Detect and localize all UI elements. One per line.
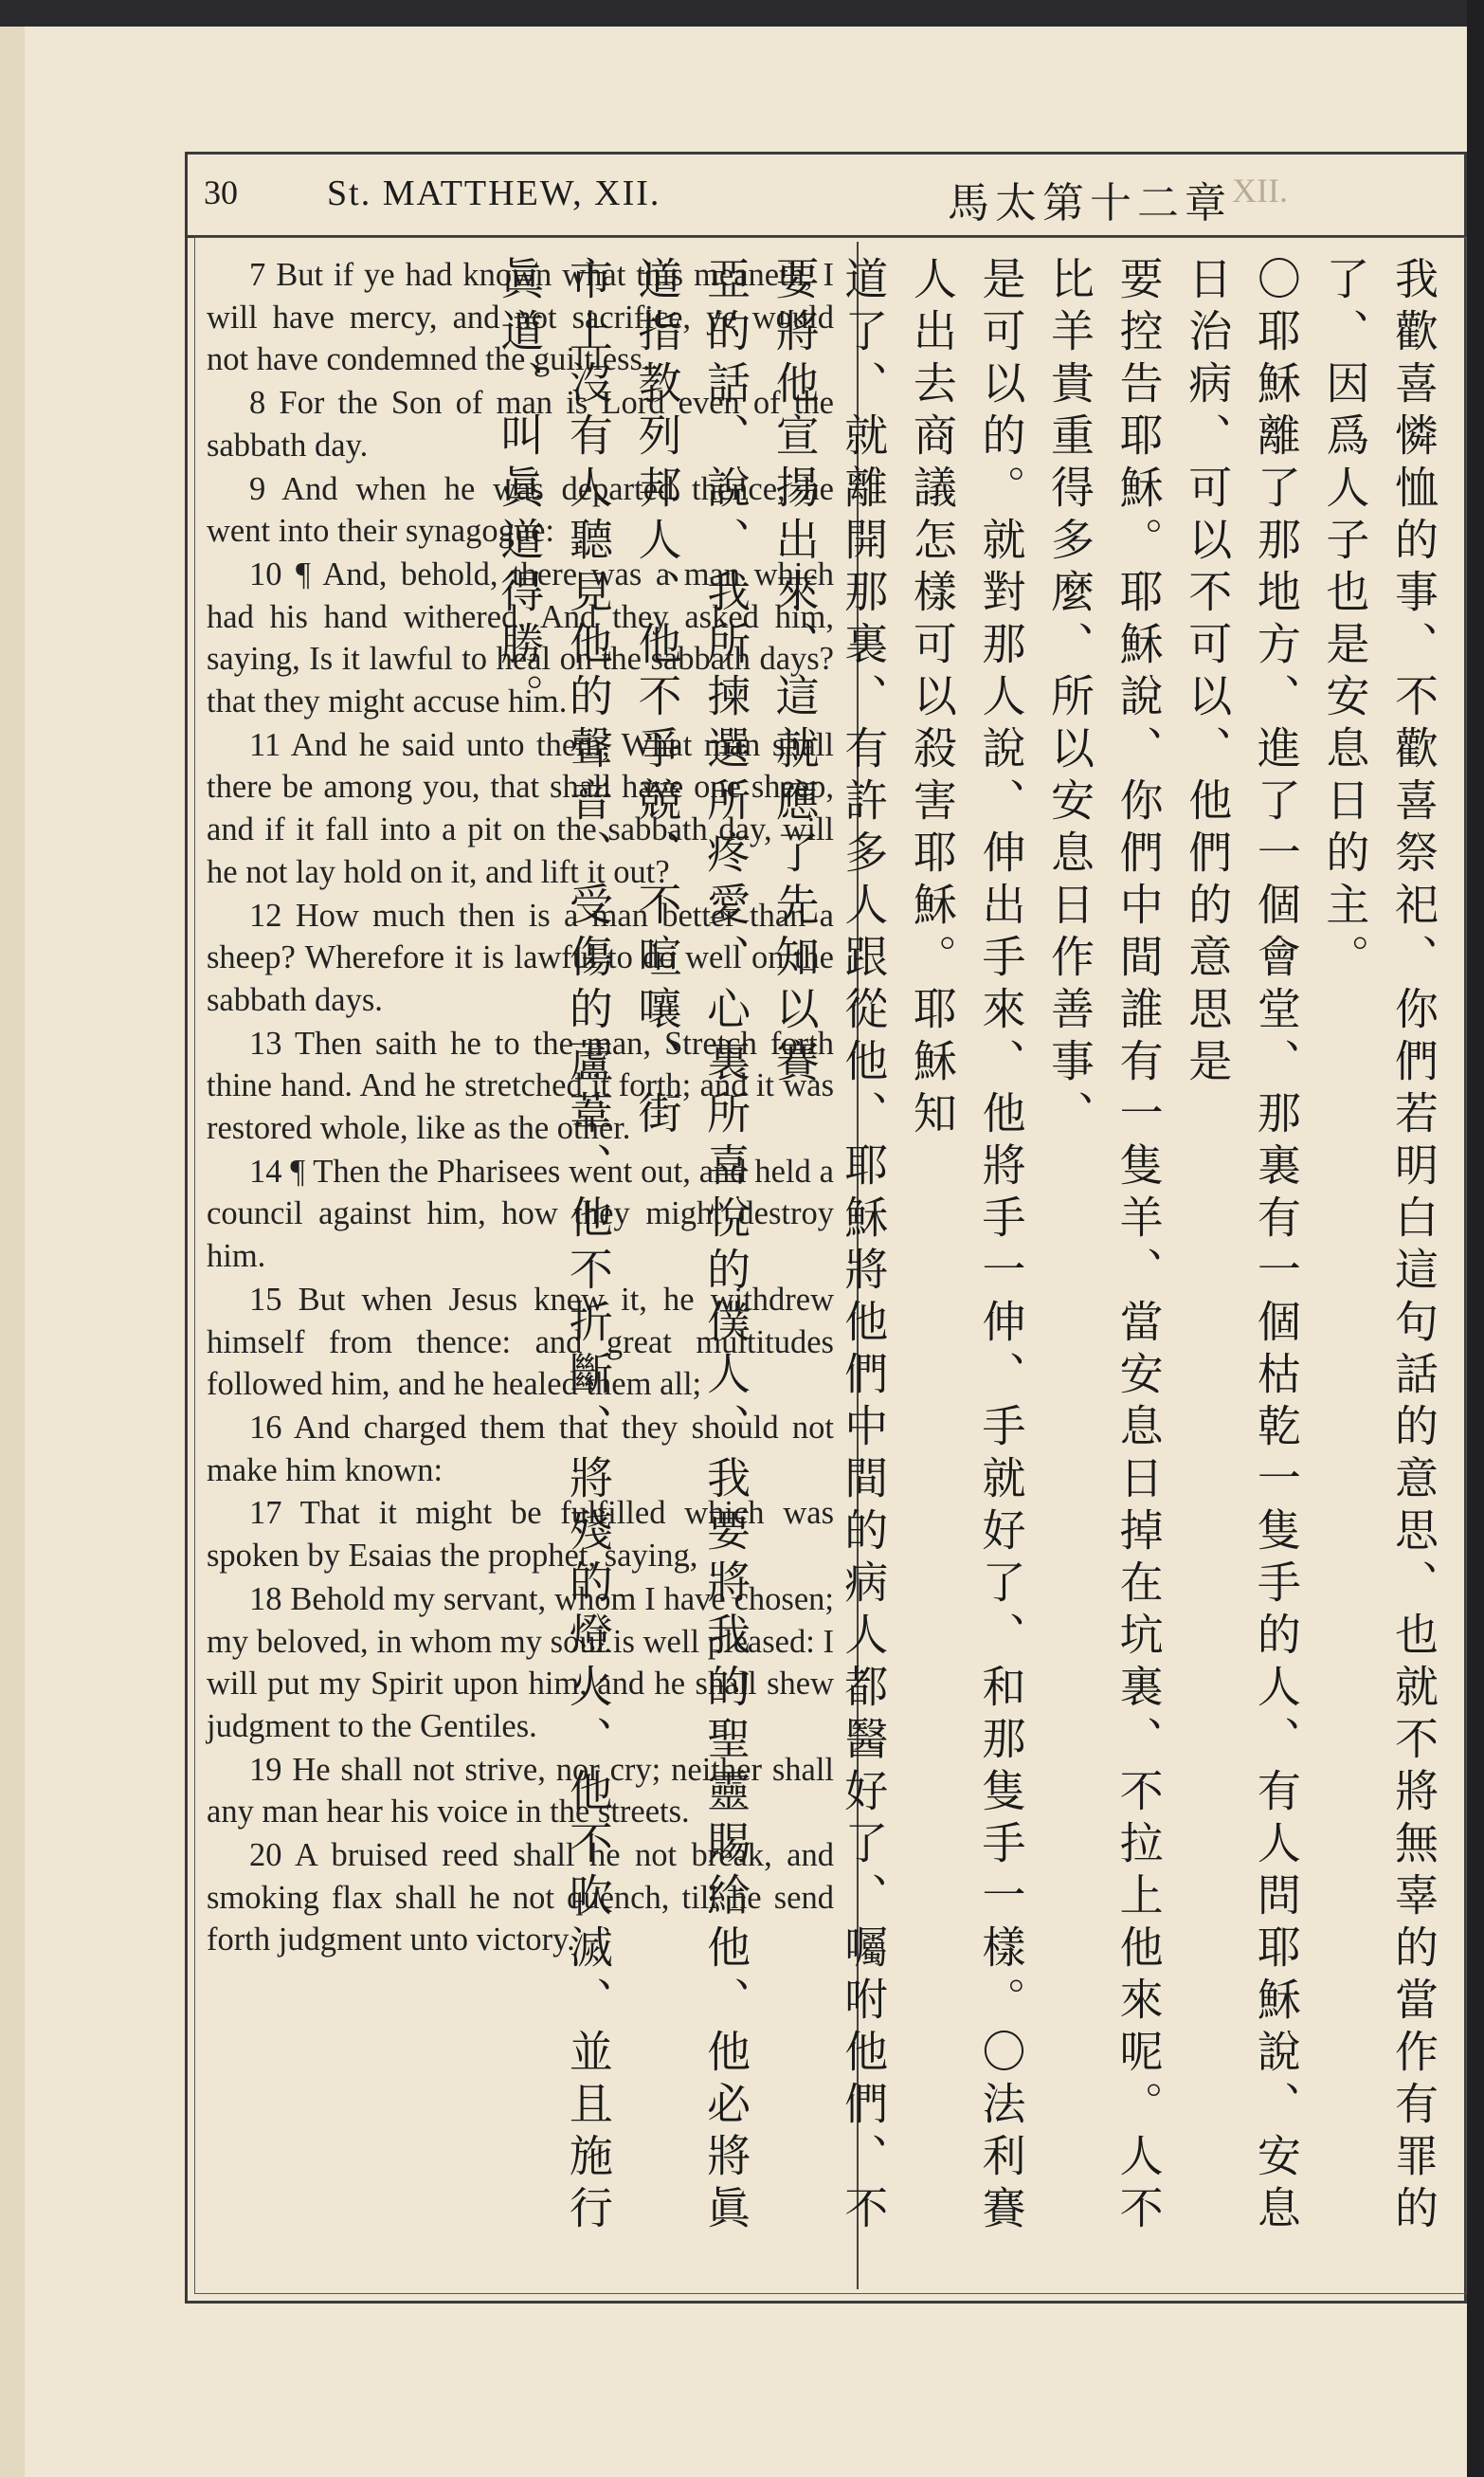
book-spine: [1467, 0, 1484, 2477]
chinese-column-7: 市上沒有人聽見他的聲音、受傷的蘆葦、他不折斷、將殘的燈火、他不吹滅、並且施行眞道、叫眞道得勝。: [494, 256, 614, 2237]
verse-15: 15 But when Jesus knew it, he withdrew himself from thence: and great multitudes followed him, and he healed them all;: [207, 1281, 834, 1403]
verse-8: 8 For the Son of man is Lord even of the sabbath day.: [207, 385, 834, 464]
chinese-column-6: 亞的話、說、我所揀選所疼愛、心裏所喜悅的僕人、我要將我的聖靈賜給他、他必將眞道指教列邦人、他不爭競、不喧嚷、街: [631, 256, 752, 2237]
bleed-through-header: XII.: [1232, 172, 1288, 209]
chinese-running-title: 馬太第十二章: [948, 179, 1232, 228]
verse-10: 10 ¶ And, behold, there was a man which had his hand withered. And they asked him, saying, Is it lawful to heal on the sabbath days? that they might accuse him.: [207, 556, 834, 720]
running-title: St. MATTHEW, XII.: [327, 173, 661, 213]
chinese-column-4: 是可以的。就對那人說、伸出手來、他將手一伸、手就好了、和那隻手一樣。〇法利賽人出去商議怎樣可以殺害耶穌。耶穌知: [906, 256, 1027, 2237]
verse-20: 20 A bruised reed shall he not break, and smoking flax shall he not quench, till he send forth judgment unto victory.: [207, 1837, 834, 1958]
chinese-column-5: 道了、就離開那裏、有許多人跟從他、耶穌將他們中間的病人都醫好了、囑咐他們、不要將他宣揚出來、這就應了先知以賽: [769, 256, 890, 2237]
verse-7: 7 But if ye had known what this meaneth, I will have mercy, and not sacrifice, ye would not have condemned the guiltless.: [207, 257, 834, 378]
chinese-column-2: 〇耶穌離了那地方、進了一個會堂、那裏有一個枯乾一隻手的人、有人問耶穌說、安息日治病、可以不可以、他們的意思是: [1182, 256, 1302, 2237]
chinese-column-1: 我歡喜憐恤的事、不歡喜祭祀、你們若明白這句話的意思、也就不將無辜的當作有罪的了、因爲人子也是安息日的主。: [1319, 256, 1439, 2237]
verse-17: 17 That it might be fulfilled which was spoken by Esaias the prophet, saying,: [207, 1495, 834, 1575]
verse-16: 16 And charged them that they should not make him known:: [207, 1409, 834, 1488]
scan-border-top: [0, 0, 1484, 27]
chinese-column-3: 要控告耶穌。耶穌說、你們中間誰有一隻羊、當安息日掉在坑裏、不拉上他來呢。人不比羊貴重得多麼、所以安息日作善事、: [1044, 256, 1165, 2237]
verse-11: 11 And he said unto them, What man shall there be among you, that shall have one sheep, and if it fall into a pit on the sabbath day, will he not lay hold on it, and lift it out?: [207, 726, 834, 890]
verse-9: 9 And when he was departed thence, he went into their synagogue:: [207, 470, 834, 550]
verse-14: 14 ¶ Then the Pharisees went out, and held a council against him, how they might destroy him.: [207, 1153, 834, 1275]
verse-12: 12 How much then is a man better than a sheep? Wherefore it is lawful to do well on the sabbath days.: [207, 897, 834, 1018]
verse-19: 19 He shall not strive, nor cry; neither shall any man hear his voice in the streets.: [207, 1751, 834, 1830]
verse-13: 13 Then saith he to the man, Stretch forth thine hand. And he stretched it forth; and it was restored whole, like as the other.: [207, 1025, 834, 1147]
verse-18: 18 Behold my servant, whom I have chosen; my beloved, in whom my soul is well pleased: I will put my Spirit upon him, and he shall shew judgment to the Gentiles.: [207, 1580, 834, 1744]
page-number: 30: [204, 173, 238, 211]
page-gutter: [0, 27, 25, 2477]
